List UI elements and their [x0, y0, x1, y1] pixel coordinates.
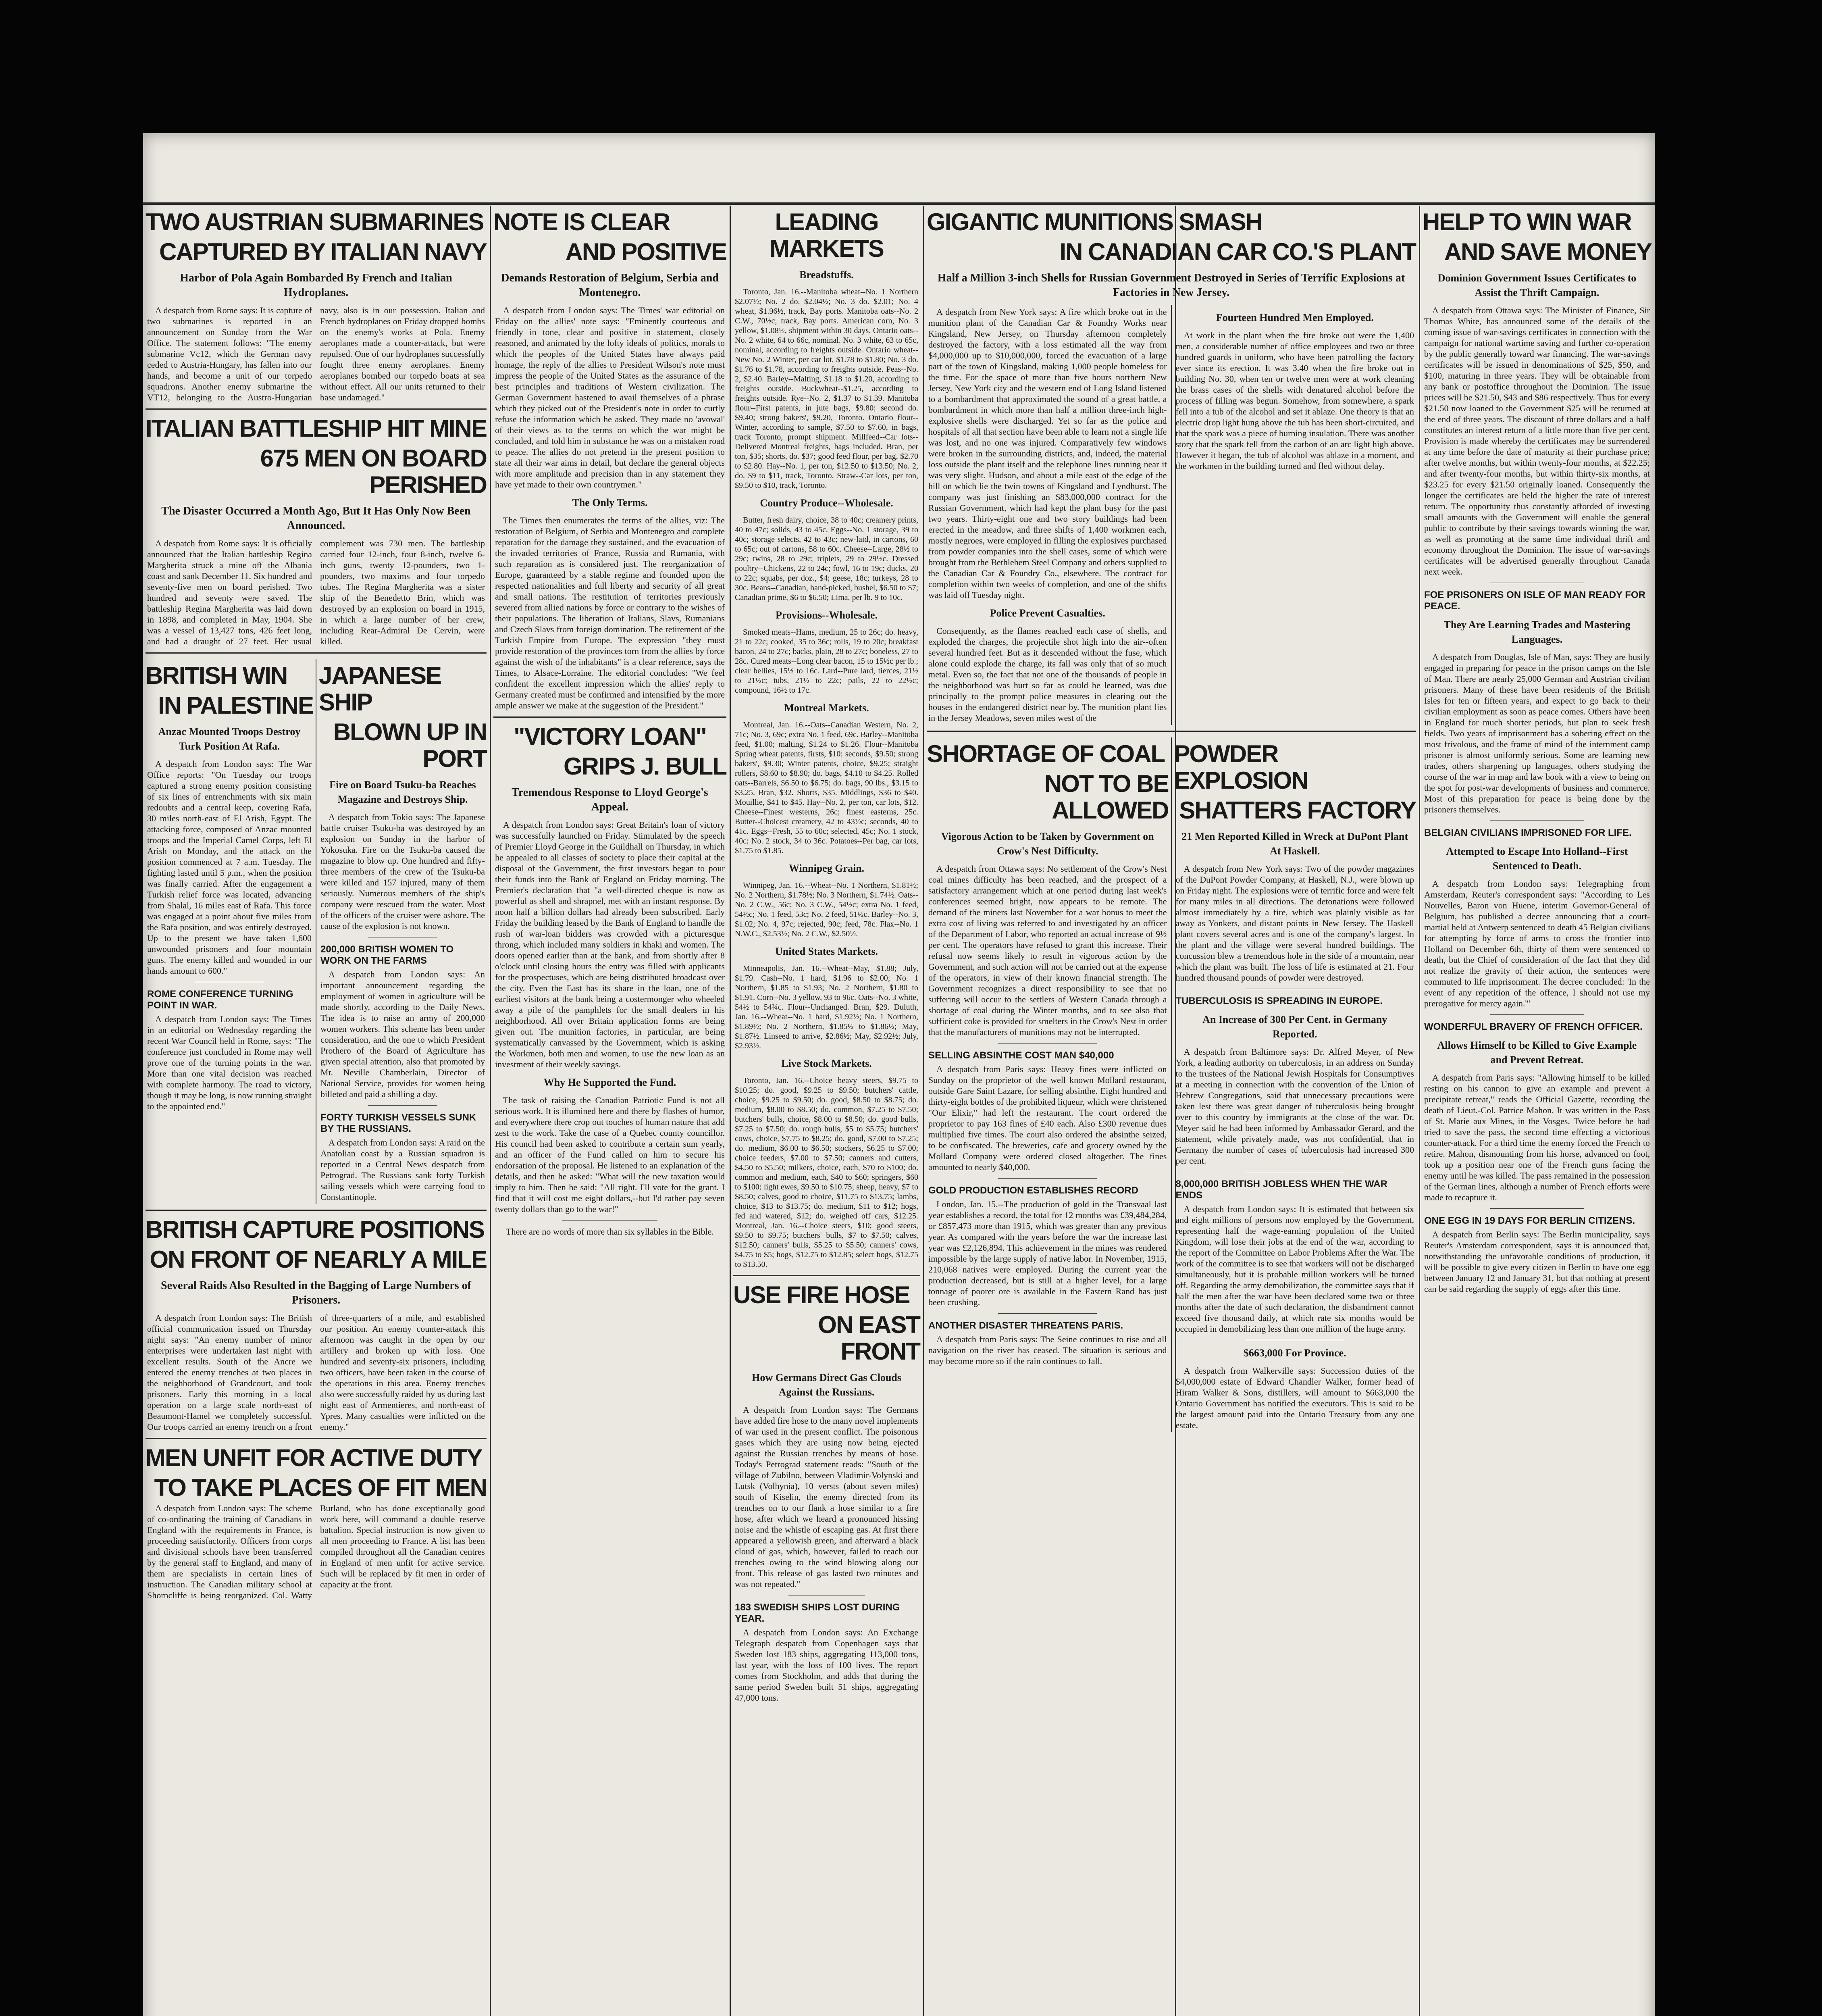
headline-leading-markets: LEADING MARKETS	[770, 208, 884, 262]
market-section-text: Butter, fresh dairy, choice, 38 to 40c; creamery prints, 40 to 47c; solids, 43 to 45c. Eggs--No. 1 storage, 39 to 40c; storage selects, 42 to 43c; new-laid, in cartons, 60 to 65c; out of cartons, 58 to 60c. Cheese--Large, 28½ to 29c; twins, 28 to 29c; triplets, 29 to 29½c. Dressed poultry--Chickens, 22 to 24c; fowl, 16 to 19c; ducks, 20 to 22c; squabs, per doz., $4; geese, 18c; turkeys, 28 to 30c. Beans--Canadian, hand-picked, bushel, $6.50 to $7; Canadian prime, $6 to $6.50; Lima, per lb. 9 to 10c.	[735, 516, 918, 602]
market-section-text: Toronto, Jan. 16.--Choice heavy steers, $9.75 to $10.25; do. good, $9.25 to $9.50; butchers' cattle, choice, $9.25 to $9.50; do. good, $8.50 to $8.75; do. medium, $8.00 to $8.50; do. common, $7.25 to $7.50; butchers' bulls, choice, $8.00 to $8.50; do. good bulls, $7.25 to $7.50; do. rough bulls, $5 to $5.75; butchers' cows, choice, $7.75 to $8.25; do. good, $7.00 to $7.25; do. medium, $6.00 to $6.50; stockers, $6.25 to $7.00; choice feeders, $7.00 to $7.50; canners and cutters, $4.50 to $5.50; milkers, choice, each, $70 to $100; do. common and medium, each, $40 to $60; springers, $60 to $100; light ewes, $9.50 to $10.75; sheep, heavy, $7 to $8.50; calves, good to choice, $11.75 to $13.75; lambs, choice, $13 to $13.75; do. medium, $11 to $12; hogs, fed and watered, $12; do. weighed off cars, $12.25. Montreal, Jan. 16.--Choice steers, $10; good steers, $9.50 to $9.75; butchers' bulls, $7 to $7.50; calves, $12.50; canners' bulls, $5.25 to $5.50; canners' cows, $4.75 to $5; hogs, $12.75 to $12.85; select hogs, $12.75 to $13.50.	[735, 1076, 918, 1269]
article-gold-production: London, Jan. 15.--The production of gold in the Transvaal last year establishes a record, the total for 12 months was £39,484,284, or £857,473 more than 1915, which was greater than any previous year. As compared with the years before the war the increase last year was £2,126,894. This achievement in the mines was rendered impossible by the large supply of native labor. In November, 1915, 210,068 natives were employed. During the current year the production decreased, but is still at a higher level, for a large tonnage of poorer ore is available in the Eastern Rand has just been crushing.	[928, 1199, 1167, 1307]
market-section-title: Country Produce--Wholesale.	[760, 497, 893, 509]
headline-shortage-coal-2: NOT TO BE ALLOWED	[1044, 770, 1169, 824]
headline-british-capture-2: ON FRONT OF NEARLY A MILE	[150, 1246, 487, 1273]
headline-munitions-smash-1: GIGANTIC MUNITIONS SMASH	[927, 208, 1262, 235]
article-separator	[1490, 1014, 1584, 1015]
article-tuberculosis: A despatch from Baltimore says: Dr. Alfred Meyer, of New York, a leading authority on tuberculosis, in an address on Sunday to the trustees of the National Jewish Hospitals for Consumptives at a meeting in connection with the convention of the Union of Hebrew Congregations, said that unnecessary precautions were taken lest there was great danger of tuberculosis being brought over to this country by immigrants at the close of the war. Dr. Meyer said he had been informed by Ambassador Gerard, and the statement, while privately made, was not confidential, that in Germany the number of cases of tuberculosis had increased 300 per cent.	[1175, 1047, 1414, 1166]
subhead-help-win-war: Dominion Government Issues Certificates to Assist the Thrift Campaign.	[1437, 272, 1637, 298]
market-section-title: Winnipeg Grain.	[788, 862, 865, 874]
article-munitions-smash: A despatch from New York says: A fire which broke out in the munition plant of the Canadian Car & Foundry Works near Kingsland, New Jersey, on Thursday afternoon completely destroyed the factory, with a loss estimated all the way from $4,000,000 up to $10,000,000, forced the evacuation of a large part of the town of Kingsland, making 1,000 people homeless for the time. For the space of more than five hours northern New Jersey, New York city and the western end of Long Island listened to a bombardment that approximated the sound of a great battle, a bombardment in which more than half a million three-inch high-explosive shells were discharged. Yet so far as the police and hospitals of all that section have been able to learn not a single life was lost, and no one was injured. Comparatively few windows were broken in the surrounding districts, and, indeed, the material loss outside the plant itself and the telephone lines running near it was very slight. Hudson, and about a mile east of the edge of the hill on which lie the twin towns of Kingsland and Lyndhurst. The company was just finishing an $83,000,000 contract for the Russian Government, which had kept the plant busy for the past two years. Thirty-eight one and two story buildings had been erected in the meadow, and three shifts of 1,400 workmen each, mostly negroes, were employed in filling the explosives purchased from powder companies into the shell cases, some of which were brought from the Bethlehem Steel Company and others supplied to the Canadian Car & Foundry Co., elsewhere. The contract for completion within two weeks of completion, and one of the shifts was laid off Tuesday night.	[928, 307, 1167, 600]
column-6	[1420, 206, 1654, 2016]
subhead-british-capture: Several Raids Also Resulted in the Bagging of Large Numbers of Prisoners.	[161, 1279, 471, 1306]
two-column-block	[924, 737, 1418, 1432]
article-victory-loan: A despatch from London says: Great Britain's loan of victory was successfully launched on Friday. Stimulated by the speech of Premier Lloyd George in the Guildhall on Thursday, in which he appealed to all classes of society to place their capital at the disposal of the Government, the first investors began to pour their funds into the Bank of England on Friday morning. The Premier's declaration that "a well-directed cheque is now as powerful as shell and shrapnel, met with an instant response. By noon half a billion dollars had already been subscribed. Early Friday the building leased by the Bank of England to handle the rush of war-loan bidders was crowded with a picturesque throng, which included many soldiers in khaki and women. The doors opened earlier than at the bank, and from shortly after 8 o'clock until closing hours the entry was filled with applicants for the prospectuses, which are being distributed broadcast over the city. Even the East has its share in the loan, one of the earliest visitors at the bank being a costermonger who wheeled away a pile of the pamphlets for the small dealers in his neighborhood. All over Britain application forms are being given out. The munition factories, in particular, are being systematically canvassed by the Government, which is asking the Workmen, both men and women, to use the new loan as an investment of their weekly savings.	[495, 820, 725, 1069]
page-top-rule	[143, 202, 1655, 205]
subhead-belgian-civilians: Attempted to Escape Into Holland--First Sentenced to Death.	[1446, 846, 1628, 872]
article-fourteen-hundred: At work in the plant when the fire broke out were the 1,400 men, a considerable number of office employees and two or three hundred guards in uniform, who have been patrolling the factory ever since its erection. It was 3.40 when the fire broke out in building No. 30, when ten or twelve men were at work cleaning the brass cases of the shells with denatured alcohol before the process of filling was begun. Somehow, from somewhere, a spark fell into a tub of the alcohol and set it ablaze. One theory is that an electric drop light hung above the tub has been short-circuited, and that the spark was a piece of burning insulation. There was another story that the spark fell from the carbon of an arc light high above. However it began, the tub of alcohol was ablaze in a moment, and the workmen in the building turned and fled without delay.	[1175, 330, 1414, 471]
article-separator	[998, 1313, 1097, 1314]
article-only-terms: The Times then enumerates the terms of the allies, viz: The restoration of Belgium, of Serbia and Montenegro and complete reparation for the damage they sustained, and the evacuation of the invaded territories of France, Russia and Rumania, with such reparation as is considered just. The reorganization of Europe, guaranteed by a stable regime and founded upon the respected nationalities and full liberty and security of all great and small nations. The restitution of territories previously severed from allied nations by force or contrary to the wishes of their populations. The liberation of Italians, Slavs, Rumanians and Czech Slavs from foreign domination. The retirement of the Turkish Empire from Europe. The expression "they must provide restoration of the provinces torn from the allies by force against the wish of the inhabitants" is a clear reference, says the Times, to Alsace-Lorraine. The editorial concludes: "We feel confident the excellent impression which the allies' reply to Germany created must be confirmed and intensified by the more ample answer we make at the suggestion of the President."	[495, 515, 725, 710]
headline-austrian-subs-1: TWO AUSTRIAN SUBMARINES	[146, 208, 484, 235]
article-men-unfit: A despatch from London says: The scheme of co-ordinating the training of Canadians in England with the requirements in France, is proceeding satisfactorily. Officers from corps and divisional schools have been transferred by the general staff to England, and many of them are specialists in certain lines of instruction. The Canadian military school at Shorncliffe is being reorganized. Col. Watty Burland, who has done exceptionally good work here, will command a double reserve battalion. Special instruction is now given to all men proceeding to France. A list has been compiled throughout all the Canadian centres in England of men unfit for active service. Such will be replaced by fit men in order of capacity at the front.	[147, 1503, 485, 1600]
filler-bible-note: There are no words of more than six syllables in the Bible.	[506, 1227, 714, 1237]
article-turkish-vessels: A despatch from London says: A raid on the Anatolian coast by a Russian squadron is reported in a Central News despatch from Petrograd. The Russians sank forty Turkish sailing vessels which were carrying food to Constantinople.	[320, 1137, 485, 1202]
headline-powder-explosion-1: POWDER EXPLOSION	[1174, 740, 1308, 794]
headline-men-unfit-1: MEN UNFIT FOR ACTIVE DUTY	[146, 1444, 482, 1471]
headline-gold-production: GOLD PRODUCTION ESTABLISHES RECORD	[928, 1185, 1138, 1196]
article-belgian-civilians: A despatch from London says: Telegraphing from Amsterdam, Reuter's correspondent says: "According to Les Nouvelles, Baron von Huene, interim Governor-General of Belgium, has published a decree announcing that a court-martial held at Antwerp sentenced to death 45 Belgian civilians for attempting by force of arms to cross the frontier into Holland on December 6th, thirty of them were sentenced to death, but the Chief of consideration of the fact that they did not realize the gravity of their action, the sentences were commuted to life imprisonment. The decree concluded: 'In the event of any repetition of the offence, I should not use my prerogative for mercy again.'"	[1424, 879, 1650, 1008]
subhead-tuberculosis: An Increase of 300 Per Cent. in Germany Reported.	[1202, 1014, 1387, 1040]
article-separator	[998, 1178, 1097, 1179]
subhead-british-win: Anzac Mounted Troops Destroy Turk Position At Rafa.	[158, 726, 301, 752]
subhead-foe-prisoners: They Are Learning Trades and Mastering Languages.	[1443, 619, 1631, 645]
article-fire-hose: A despatch from London says: The Germans have added fire hose to the many novel implements of war used in the present conflict. The poisonous gases which they are using now being ejected against the Russian trenches by means of hose. Today's Petrograd statement reads: "South of the village of Zubilno, between Vladimir-Volynski and Lutsk (Volhynia), 10 versts (about seven miles) south of Kiselin, the enemy directed from its trenches on to our flank a hose similar to a fire hose, after which we heard a pronounced hissing noise and the whistle of escaping gas. At first there appeared a yellowish green, and afterward a black cloud of gas, which, however, failed to reach our trenches owing to the wind blowing along our front. This release of gas lasted two minutes and was not repeated."	[735, 1405, 918, 1589]
article-police-prevent: Consequently, as the flames reached each case of shells, and exploded the charges, the projectile shot high into the air--often several hundred feet. But as it descended without the fuse, which alone could explode the charge, its fall was only that of so much metal. Even so, the fact that not one of the thousands of people in the neighborhood was hurt so far as could be learned, was due principally to the prompt police measures in clearing out the houses in the endangered district near by. The munition plant lies in the Jersey Meadows, seven miles west of the	[928, 626, 1167, 723]
headline-powder-explosion-2: SHATTERS FACTORY	[1179, 797, 1416, 824]
headline-fire-hose-2: ON EAST FRONT	[818, 1311, 920, 1365]
sub-column-left	[924, 305, 1171, 725]
article-separator	[146, 1210, 487, 1211]
headline-japanese-ship-2: BLOWN UP IN PORT	[333, 719, 487, 772]
headline-french-officer: WONDERFUL BRAVERY OF FRENCH OFFICER.	[1424, 1021, 1643, 1032]
headline-swedish-ships: 183 SWEDISH SHIPS LOST DURING YEAR.	[735, 1602, 900, 1624]
article-help-win-war: A despatch from Ottawa says: The Minister of Finance, Sir Thomas White, has announced some of the details of the coming issue of war-savings certificates in connection with the campaign for national wartime saving and further co-operation by the public generally toward war financing. The war-savings certificates will be issued in denominations of $25, $50, and $100, maturing in three years. They will be obtainable from any bank or postoffice throughout the Dominion. The issue prices will be $21.50, $43 and $86 respectively. Thus for every $21.50 now loaned to the Government $25 will be returned at the end of three years. The discount of three dollars and a half constitutes an interest return of a little more than five per cent. Provision is made whereby the certificates may be surrendered at any time before the date of maturity at their purchase price; after twelve months, but within twenty-four months, at $22.25; and after twenty-four months, but within thirty-six months, at $23.25 for every $21.50 originally loaned. Consequently the longer the certificates are held the higher the rate of interest return. The opportunity thus constantly afforded of investing small amounts with the Government will enable the general public to contribute by their savings towards winning the war, as well as promoting at the same time individual thrift and economy throughout the Dominion. The issue of war-savings certificates will be advertised generally throughout Canada next week.	[1424, 305, 1650, 577]
headline-one-egg: ONE EGG IN 19 DAYS FOR BERLIN CITIZENS.	[1424, 1215, 1635, 1226]
column-2	[491, 206, 729, 2016]
headline-austrian-subs-2: CAPTURED BY ITALIAN NAVY	[159, 238, 487, 265]
sub-column-left	[924, 737, 1171, 1432]
article-province: A despatch from Walkerville says: Succession duties of the $4,000,000 estate of Edward Chandler Walker, former head of Hiram Walker & Sons, distillers, will amount to $663,000 the Ontario Government has notified the executors. This is said to be the largest amount paid into the Ontario Treasury from any one estate.	[1175, 1366, 1414, 1430]
section-police-prevent: Police Prevent Casualties.	[990, 607, 1105, 619]
market-section-text: Minneapolis, Jan. 16.--Wheat--May, $1.88; July, $1.79. Cash--No. 1 hard, $1.96 to $2.00; No. 1 Northern, $1.85 to $1.93; No. 2 Northern, $1.80 to $1.91. Corn--No. 3 yellow, 93 to 96c. Oats--No. 3 white, 54½ to 54¾c. Flour--Unchanged. Bran, $29. Duluth, Jan. 16.--Wheat--No. 1 hard, $1.92½; No. 1 Northern, $1.89½; No. 2 Northern, $1.85½ to $1.86½; May, $1.87½. Linseed to arrive, $2.86½; May, $2.92½; July, $2.93½.	[735, 964, 918, 1050]
article-separator	[1490, 1208, 1584, 1209]
market-section-title: Live Stock Markets.	[781, 1058, 872, 1069]
headline-help-win-war-1: HELP TO WIN WAR	[1423, 208, 1631, 235]
article-italian-battleship: A despatch from Rome says: It is officially announced that the Italian battleship Regina Margherita struck a mine off the Albania coast and sank December 11. Six hundred and seventy-five men on board perished. Two hundred and seventy were saved. The battleship Regina Margherita was laid down in 1898, and completed in May, 1904. She was a vessel of 13,427 tons, 426 feet long, and had a draught of 27 feet. Her usual complement was 730 men. The battleship carried four 12-inch, four 8-inch, twelve 6-inch guns, twenty 12-pounders, two 1-pounders, two maxims and four torpedo tubes. The Regina Margherita was a sister ship of the Benedetto Brin, which was destroyed by an explosion on board in 1915, in which a large number of her crew, including Rear-Admiral De Cervin, were killed.	[147, 538, 485, 646]
subhead-shortage-coal: Vigorous Action to be Taken by Government on Crow's Nest Difficulty.	[941, 831, 1154, 857]
headline-rome-conference: ROME CONFERENCE TURNING POINT IN WAR.	[147, 989, 293, 1011]
subhead-victory-loan: Tremendous Response to Lloyd George's Appeal.	[512, 786, 708, 813]
article-foe-prisoners: A despatch from Douglas, Isle of Man, says: They are busily engaged in preparing for peace in the prison camps on the Isle of Man. There are nearly 25,000 German and Austrian civilian prisoners. Many of these have been residents of the British Isles for ten or fifteen years, and expect to go back to their civilian employment as soon as peace comes. Others have been in England for much shorter periods, but plan to seek fresh fields. Two years of imprisonment has a sobering effect on the most frivolous, and the frame of mind of the internment camp prisoner is almost uniformly serious. Some are learning new trades, others sharpening up languages, others studying the course of the war in map and law book with a view to being on the spot for post-war developments of business and commerce. Most of this preparation for peace is being done by the prisoners themselves.	[1424, 652, 1650, 814]
article-separator	[146, 652, 487, 654]
article-british-win: A despatch from London says: The War Office reports: "On Tuesday our troops captured a strong enemy position consisting of six lines of entrenchments with six main redoubts and a central keep, covering Rafa, 30 miles north-east of El Arish, Egypt. The attacking force, composed of Anzac mounted troops and the Imperial Camel Corps, left El Arish on Monday, and the attack on the position commenced at 7 a.m. Tuesday. The fighting lasted until 5 p.m., when the position was finally carried. After the engagement a Turkish relief force was located, advancing from Shalal, 16 miles east of Rafa. This force was engaged at a point about five miles from the Rafa position, and was entirely destroyed. Up to the present we have taken 1,600 unwounded prisoners and four mountain guns. The enemy killed and wounded in our hands amount to 600."	[147, 759, 312, 976]
market-section-title: Breadstuffs.	[799, 269, 854, 281]
article-selling-absinthe: A despatch from Paris says: Heavy fines were inflicted on Sunday on the proprietor of the well known Mollard restaurant, outside Gare Saint Lazare, for selling absinthe. Eight hundred and thirty-eight bottles of the prohibited liqueur, which were christened "Our Elixir," had left the restaurant. The court ordered the proprietor to pay 163 fines of £40 each. Also £300 revenue dues multiplied five times. The court also ordered the absinthe seized, to be confiscated. The breweries, cafe and grocery owned by the Mollard Company were ordered closed altogether. The fines amounted to nearly $40,000.	[928, 1064, 1167, 1172]
sub-column-right	[1171, 305, 1418, 725]
newspaper-page	[143, 133, 1655, 2016]
article-separator	[368, 1105, 437, 1106]
markets-list	[731, 268, 922, 1269]
subhead-japanese-ship: Fire on Board Tsuku-ba Reaches Magazine and Destroys Ship.	[329, 779, 476, 805]
subhead-fire-hose: How Germans Direct Gas Clouds Against the Russians.	[752, 1372, 901, 1398]
market-section-text: Winnipeg, Jan. 16.--Wheat--No. 1 Northern, $1.81½; No. 2 Northern, $1.78½; No. 3 Northern, $1.74½. Oats--No. 2 C.W., 56c; No. 3 C.W., 54½c; extra No. 1 feed, 54½c; No. 1 feed, 53c; No. 2 feed, 51½c. Barley--No. 3, $1.02; No. 4, 97c; rejected, 90c; feed, 78c. Flax--No. 1 N.W.C., $2.53½; No. 2 C.W., $2.50½.	[735, 881, 918, 938]
section-fourteen-hundred: Fourteen Hundred Men Employed.	[1216, 312, 1374, 323]
market-section-title: United States Markets.	[775, 946, 878, 957]
headline-italian-battleship-1: ITALIAN BATTLESHIP HIT MINE	[146, 415, 487, 442]
market-section-text: Toronto, Jan. 16.--Manitoba wheat--No. 1 Northern $2.07½; No. 2 do. $2.04½; No. 3 do. $2.01; No. 4 wheat, $1.96½, track, Bay ports. Manitoba oats--No. 2 C.W., 70½c, track, Bay ports. American corn, No. 3 yellow, $1.08½, shipment within 30 days. Ontario oats--No. 2 white, 64 to 66c, nominal. No. 3 white, 63 to 65c, nominal, according to freights outside. Ontario wheat--New No. 2 Winter, per car lot, $1.78 to $1.80; No. 3 do. $1.76 to $1.78, according to freights outside. Peas--No. 2, $2.40. Barley--Malting, $1.18 to $1.20, according to freights outside. Buckwheat--$1.25, according to freights outside. Rye--No. 2, $1.37 to $1.39. Manitoba flour--First patents, in jute bags, $9.80; second do. $9.40; strong bakers', $9.20, Toronto. Ontario flour--Winter, according to sample, $7.50 to $7.60, in bags, track Toronto, prompt shipment. Millfeed--Car lots--Delivered Montreal freights, bags included. Bran, per ton, $35; shorts, do. $37; good feed flour, per bag, $2.70 to $2.80. Hay--No. 1, per ton, $12.50 to $13.50; No. 2, do. $9 to $11, track, Toronto. Straw--Car lots, per ton, $9.50 to $10, track, Toronto.	[735, 287, 918, 490]
article-swedish-ships: A despatch from London says: An Exchange Telegraph despatch from Copenhagen says that Sweden lost 183 ships, aggregating 113,000 tons, last year, with the loss of 100 lives. The report comes from Stockholm, and adds that during the same period Sweden built 51 ships, aggregating 47,000 tons.	[735, 1627, 918, 1703]
article-separator	[146, 1438, 487, 1439]
market-section-text: Montreal, Jan. 16.--Oats--Canadian Western, No. 2, 71c; No. 3, 69c; extra No. 1 feed, 69c. Barley--Manitoba feed, $1.00; malting, $1.24 to $1.26. Flour--Manitoba Spring wheat patents, firsts, $10; seconds, $9.50; strong bakers', $9.30; Winter patents, choice, $9.25; straight rollers, $8.60 to $8.90; do. bags, $4.10 to $4.25. Rolled oats--Barrels, $6.50 to $6.75; do. bags, 90 lbs., $3.15 to $3.25. Bran, $32. Shorts, $35. Middlings, $36 to $40. Mouillie, $41 to $45. Hay--No. 2, per ton, car lots, $12. Cheese--Finest westerns, 26c; finest easterns, 25c. Butter--Choicest creamery, 42 to 43½c; seconds, 40 to 41c. Eggs--Fresh, 55 to 60c; selected, 45c; No. 1 stock, 40c; No. 2 stock, 34 to 36c. Potatoes--Per bag, car lots, $1.75 to $1.85.	[735, 721, 918, 855]
article-shortage-coal: A despatch from Ottawa says: No settlement of the Crow's Nest coal mines difficulty has been reached, and the prospect of a satisfactory arrangement which at one period during last week's conferences seemed bright, now appears to be remote. The demand of the miners last November for a war bonus to meet the extra cost of living was referred to and investigated by an officer of the Department of Labor, who reported an actual increase of 9½ per cent. The operators have refused to grant this increase. Their refusal now seems likely to result in vigorous action by the Government, and such action will not be carried out at the expense of the operators, in view of their known financial strength. The Government recognizes a direct responsibility to see that no suffering will occur to the settlers of Western Canada through a shortage of coal during the Winter months, and to see also that sufficient coke is provided for smelters in the Crow's Nest in order that the manufacturers of munitions may not be interrupted.	[928, 864, 1167, 1037]
headline-selling-absinthe: SELLING ABSINTHE COST MAN $40,000	[928, 1050, 1114, 1061]
headline-another-disaster: ANOTHER DISASTER THREATENS PARIS.	[928, 1320, 1123, 1331]
headline-note-clear-2: AND POSITIVE	[565, 238, 726, 265]
sub-column-right	[316, 659, 489, 1204]
article-separator	[733, 1275, 920, 1276]
headline-british-capture-1: BRITISH CAPTURE POSITIONS	[146, 1216, 485, 1243]
article-why-supported: The task of raising the Canadian Patriotic Fund is not all serious work. It is illumined here and there by flashes of humor, and everywhere there crop out touches of human nature that add zest to the work. Take the case of a Quebec county councillor. His council had been asked to contribute a certain sum yearly, and an officer of the Fund called on him to secure his endorsation of the proposal. He listened to an explanation of the details, and then he asked: "What will the new taxation would imply to him. Then he said: "All right. I'll vote for the grant. I find that it will cost me eight dollars,--but I'd rather pay seven twenty dollars than go to the war!"	[495, 1095, 725, 1214]
headline-foe-prisoners: FOE PRISONERS ON ISLE OF MAN READY FOR PEACE.	[1424, 589, 1645, 612]
article-another-disaster: A despatch from Paris says: The Seine continues to rise and all navigation on the river has ceased. The situation is serious and may become more so if the rain continues to fall.	[928, 1334, 1167, 1366]
column-3	[731, 206, 922, 2016]
headline-victory-loan-2: GRIPS J. BULL	[563, 753, 726, 780]
column-4	[924, 206, 1418, 2016]
headline-british-women: 200,000 BRITISH WOMEN TO WORK ON THE FARMS	[320, 944, 454, 966]
headline-fire-hose-1: USE FIRE HOSE	[733, 1281, 910, 1308]
article-powder-explosion: A despatch from New York says: Two of the powder magazines of the DuPont Powder Company, at Haskell, N.J., were blown up on Friday night. The explosions were of terrific force and were felt for many miles in all directions. The detonations were followed almost immediately by a fire, which was plainly visible as far away as Yonkers, and distant points in New Jersey. The Haskell plant covers several acres and is one of the company's largest. In the plant and the village were several hundred buildings. The concussion blew a tremendous hole in the side of a mountain, near which the plant was built. The loss of life is estimated at 21. Four hundred thousand pounds of powder were destroyed.	[1175, 864, 1414, 983]
article-british-jobless: A despatch from London says: It is estimated that between six and eight millions of persons now employed by the Government, representing half the wage-earning population of the United Kingdom, will lose their jobs at the end of the war, according to the report of the Committee on Labor Problems After the War. The work of the committee is to see that workers will not be discharged simultaneously, but it is probable million workers will be turned off. Regarding the army demobilization, the committee says that if half the men after the war have been declared some two or three months after the date of such declaration, the disbandment cannot exceed five thousand daily, at which rate six months would be occupied in demobilizing less than one million of the huge army.	[1175, 1204, 1414, 1334]
headline-japanese-ship-1: JAPANESE SHIP	[319, 662, 441, 716]
subhead-austrian-subs: Harbor of Pola Again Bombarded By French and Italian Hydroplanes.	[180, 272, 452, 299]
two-column-block	[924, 305, 1418, 725]
article-separator	[927, 731, 1416, 732]
headline-british-jobless: 8,000,000 BRITISH JOBLESS WHEN THE WAR ENDS	[1175, 1179, 1387, 1201]
market-section-title: Montreal Markets.	[784, 702, 869, 714]
headline-british-win-2: IN PALESTINE	[158, 692, 313, 719]
headline-munitions-smash-2: IN CANADIAN CAR CO.'S PLANT	[1059, 238, 1416, 265]
headline-note-clear-1: NOTE IS CLEAR	[493, 208, 670, 235]
subhead-munitions-smash: Half a Million 3-inch Shells for Russian Government Destroyed in Series of Terrific Explosions at Factories in New Jersey.	[937, 272, 1405, 299]
article-rome-conference: A despatch from London says: The Times in an editorial on Wednesday regarding the recent War Council held in Rome, says: "The conference just concluded in Rome may well prove one of the turning points in the war. More than one vital decision was reached with complete harmony. The road to victory, though it may be long, is now running straight to the appointed end."	[147, 1014, 312, 1111]
subhead-italian-battleship: The Disaster Occurred a Month Ago, But It Has Only Now Been Announced.	[161, 505, 471, 532]
headline-turkish-vessels: FORTY TURKISH VESSELS SUNK BY THE RUSSIANS.	[320, 1112, 476, 1134]
headline-help-win-war-2: AND SAVE MONEY	[1444, 238, 1651, 265]
article-british-capture: A despatch from London says: The British official communication issued on Thursday night says: "An enemy number of minor enterprises were undertaken last night with excellent results. South of the Ancre we entered the enemy trenches at two places in the neighborhood of Grandcourt, and took prisoners. Early this morning in a local operation on a large scale north-east of Beaumont-Hamel we completely successful. Our troops carried an enemy trench on a front of three-quarters of a mile, and established our position. An enemy counter-attack this afternoon was caught in the open by our artillery and broken up with loss. One hundred and seventy-six prisoners, including two officers, have been taken in the course of the operations in this area. Enemy trenches also were successfully raided by us during last night east of Armentieres, and north-east of Ypres. Many casualties were inflicted on the enemy."	[147, 1313, 485, 1432]
article-japanese-ship: A despatch from Tokio says: The Japanese battle cruiser Tsuku-ba was destroyed by an explosion on Sunday in the harbor of Yokosuka. Fire on the Tsuku-ba caused the magazine to blow up. One hundred and fifty-three members of the crew of the Tsuku-ba were killed and 157 injured, many of them seriously. Numerous members of the ship's company were rescued from the water. Most of the officers of the cruiser were ashore. The cause of the explosion is not known.	[320, 812, 485, 931]
headline-belgian-civilians: BELGIAN CIVILIANS IMPRISONED FOR LIFE.	[1424, 827, 1632, 838]
article-french-officer: A despatch from Paris says: "Allowing himself to be killed resting on his cannon to give an example and prevent a precipitate retreat," reads the Official Gazette, recording the death of Lieut.-Col. Patrice Mahon. It was written in the Pass of St. Marie aux Mines, in the Vosges. Twice before he had tried to save the pass, the second time effecting a victorious counter-attack. For a third time the enemy forced the French to retire. Mahon, dismounting from his horse, advanced on foot, took up a position near one of the French guns facing the enemy until he was killed. The pass remained in the possession of the German lines, although a number of French efforts were made to recapture it.	[1424, 1073, 1650, 1202]
headline-victory-loan-1: "VICTORY LOAN"	[514, 723, 706, 750]
subhead-note-clear: Demands Restoration of Belgium, Serbia and Montenegro.	[501, 272, 719, 299]
article-note-clear: A despatch from London says: The Times' war editorial on Friday on the allies' note says: "Eminently courteous and friendly in tone, clear and positive in statement, closely reasoned, and animated by the lofty ideals of politics, morals to which the peoples of the United States have always paid homage, the reply of the allies to President Wilson's note must impress the people of the United States as the assurance of the best principles and traditions of Western civilization. The German Government hastened to avail themselves of a phrase which they picked out of the President's note in order to curtly refuse the information which he asked. They made no 'avowal' of their views as to the terms on which the war might be concluded, and told him in substance he was on a mistaken road to peace. The allies do not pretend in the present position to state all their war aims in detail, but declare the general objects with more amplitude and precision than in any statement they have yet made to their own countrymen."	[495, 305, 725, 489]
section-only-terms: The Only Terms.	[572, 497, 648, 508]
headline-tuberculosis: TUBERCULOSIS IS SPREADING IN EUROPE.	[1175, 996, 1383, 1006]
article-separator	[493, 716, 726, 718]
subhead-french-officer: Allows Himself to be Killed to Give Example and Prevent Retreat.	[1437, 1039, 1637, 1066]
article-british-women: A despatch from London says: An important announcement regarding the employment of women in agriculture will be made shortly, according to the Daily News. The idea is to raise an army of 200,000 women workers. This scheme has been under consideration, and the one to which President Prothero of the Board of Agriculture has given special attention, also that promoted by Mr. Neville Chamberlain, Director of National Service, provides for women being billeted and paid a shilling a day.	[320, 969, 485, 1099]
subhead-powder-explosion: 21 Men Reported Killed in Wreck at DuPont Plant At Haskell.	[1181, 831, 1408, 857]
headline-italian-battleship-2: 675 MEN ON BOARD PERISHED	[260, 445, 487, 498]
sub-column-left	[143, 659, 316, 1204]
article-austrian-subs: A despatch from Rome says: It is capture of two submarines is reported in an announcement on Sunday from the War Office. The statement follows: "The enemy submarine Vc12, which the German navy ceded to Austria-Hungary, has fallen into our hands, and become a unit of our torpedo squadrons. Another enemy submarine the VT12, belonging to the Austro-Hungarian navy, also is in our possession. Italian and French hydroplanes on Friday dropped bombs on the enemy's works at Pola. Enemy aeroplanes made a counter-attack, but were repulsed. One of our hydroplanes successfully fought three enemy aeroplanes. Enemy aeroplanes bombed our torpedo boats at sea without effect. All our units returned to their base undamaged."	[147, 305, 485, 402]
column-1	[143, 206, 489, 2016]
headline-shortage-coal-1: SHORTAGE OF COAL	[927, 740, 1165, 767]
article-separator	[146, 408, 487, 410]
section-province: $663,000 For Province.	[1243, 1347, 1346, 1359]
headline-men-unfit-2: TO TAKE PLACES OF FIT MEN	[154, 1474, 487, 1501]
market-section-title: Provisions--Wholesale.	[775, 609, 878, 621]
market-section-text: Smoked meats--Hams, medium, 25 to 26c; do. heavy, 21 to 22c; cooked, 35 to 36c; rolls, 19 to 20c; breakfast bacon, 24 to 27c; backs, plain, 28 to 27c; boneless, 27 to 28c. Cured meats--Long clear bacon, 15 to 15½c per lb.; clear bellies, 15½ to 16c. Lard--Pure lard, tierces, 21½ to 21½c; tubs, 21½ to 22c; pails, 22 to 22½c; compound, 16½ to 17c.	[735, 628, 918, 695]
article-one-egg: A despatch from Berlin says: The Berlin municipality, says Reuter's Amsterdam correspondent, says it is announced that, notwithstanding the unfavorable conditions of production, it will be possible to give every citizen in Berlin to have one egg between January 12 and January 31, but that nothing at present can be said regarding the supply of eggs after this time.	[1424, 1229, 1650, 1294]
section-why-supported: Why He Supported the Fund.	[543, 1077, 676, 1088]
headline-british-win-1: BRITISH WIN	[146, 662, 287, 689]
two-column-block	[143, 659, 489, 1204]
sub-column-right	[1171, 737, 1418, 1432]
